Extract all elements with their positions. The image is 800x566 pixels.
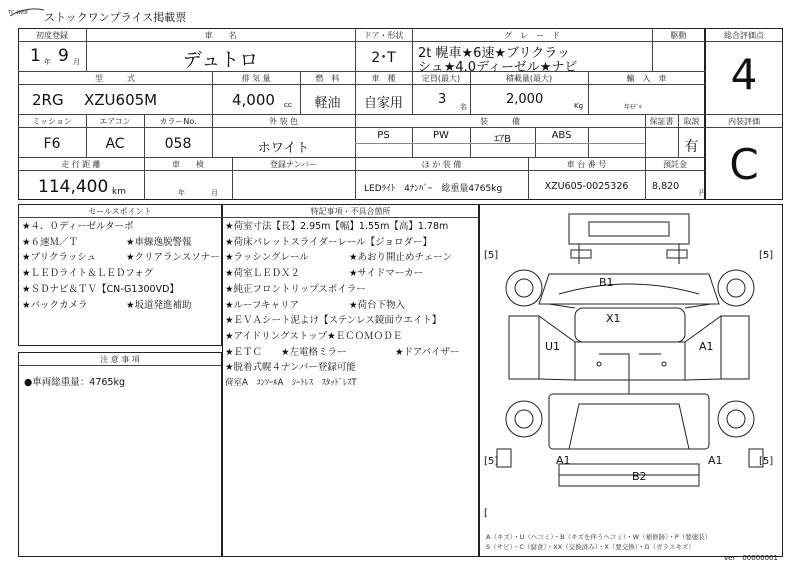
special-note-line: 荷室A ｺﾝｿｰﾙA ｼｰﾄﾚｽ ｽﾀｯﾄﾞﾚｽT [225, 378, 357, 389]
equipment-airbag: ｴｱB [494, 134, 511, 145]
sales-point-line: ★ＬＥＤライト＆ＬＥＤフォグ [22, 268, 154, 280]
label-warranty: 保証書 [649, 117, 674, 126]
damage-a1-rear: A1 [708, 454, 723, 467]
label-color-no: カラーNo. [159, 117, 197, 126]
brand-logo-swoosh [8, 4, 46, 20]
special-notes-list [225, 219, 459, 392]
sales-point-line: ★６速Ｍ／Ｔ ★車線逸脱警報 [22, 236, 192, 248]
special-notes-title: 特記事項・不具合箇所 [310, 207, 391, 216]
label-exterior: 外 装 色 [268, 117, 299, 126]
bracket-front-left: [5] [484, 250, 499, 261]
truck-diagram [479, 204, 783, 557]
mileage-unit: km [112, 187, 126, 197]
label-overall-grade: 総合評価点 [724, 31, 764, 40]
color-no: 058 [164, 136, 192, 152]
interior-grade: C [729, 140, 759, 189]
load: 2,000 [506, 92, 544, 107]
car-name: デュトロ [182, 49, 259, 71]
version-label: ver 00000001 [724, 554, 778, 562]
deposit: 8,820 [652, 181, 680, 192]
kind: 自家用 [363, 96, 403, 111]
special-note-line: ★アイドリングストップ★ＥＣＯＭＯＤＥ [225, 330, 403, 342]
manual-value: 有 [684, 139, 699, 155]
sales-point-line: ★ＳＤナビ＆ＴＶ【CN-G1300VD】 [22, 283, 179, 295]
chassis-number: XZU605-0025326 [544, 181, 629, 192]
equipment-pw: PW [433, 130, 449, 141]
door-shape: 2･T [371, 50, 396, 66]
legend-line-2: S（サビ）・C（腐食）・XX（交換済み）・X（要交換）・G（ガラスキズ） [486, 543, 695, 551]
damage-b2: B2 [632, 470, 647, 483]
model: XZU605M [84, 91, 158, 109]
month-unit: 年 [44, 58, 51, 66]
mission: F6 [43, 136, 61, 152]
other-equipment: LEDﾗｲﾄ 4ﾅﾝﾊﾞｰ 総重量4765kg [364, 184, 503, 194]
label-chassis: 車 台 番 号 [566, 160, 607, 169]
label-load: 積載量(最大) [505, 74, 553, 83]
sales-points-title: セールスポイント [88, 207, 152, 216]
bracket-front-right: [5] [759, 250, 774, 261]
sales-point-line: ★４．０ディーゼルターボ [22, 221, 134, 232]
special-note-line: ★ＥＶＡシート泥よけ【ステンレス鏡面ウエイト】 [225, 315, 442, 327]
grade-line2: シュ★4.0ディーゼル★ナビ [418, 60, 578, 75]
load-unit: Kg [574, 102, 584, 110]
damage-a1-left: A1 [556, 454, 571, 467]
damage-u1: U1 [545, 340, 561, 353]
label-model: 型 式 [95, 74, 135, 83]
displacement: 4,000 [232, 91, 275, 109]
bracket-rear-right: [5] [759, 456, 774, 467]
special-note-line: ★荷室寸法【長】2.95m【幅】1.55m【高】1.78m [225, 221, 449, 232]
label-drive: 駆動 [670, 31, 687, 40]
special-note-line: ★純正フロントリップスポイラー [225, 283, 366, 295]
special-note-line: ★ＥＴＣ ★左電格ミラー ★ドアバイザー [225, 346, 460, 358]
equipment-abs: ABS [551, 130, 572, 141]
sales-point-line: ★バックカメラ ★坂道発進補助 [22, 299, 192, 311]
label-first-reg: 初度登録 [36, 31, 68, 40]
label-door-shape: ドア・形状 [363, 31, 404, 40]
grade-line1: 2t 幌車★6速★ブリクラッ [418, 46, 571, 61]
special-note-line: ★荷室ＬＥＤＸ２ ★サイドマーカー [225, 268, 424, 280]
day-unit: 月 [73, 58, 80, 66]
special-note-line: ★ルーフキャリア ★荷台下物入 [225, 299, 406, 311]
label-inspection: 車 検 [172, 160, 204, 169]
damage-b1: B1 [599, 276, 614, 289]
deposit-unit: 円 [699, 189, 706, 197]
mileage: 114,400 [38, 177, 109, 197]
inspection-year: 年 [178, 189, 185, 197]
capacity-unit: 名 [460, 103, 467, 111]
special-note-line: ★荷床パレットスライダーレール【ジョロダー】 [225, 236, 432, 248]
label-mileage: 走 行 距 離 [61, 160, 101, 169]
page-title: ストックワンプライス掲載票 [44, 11, 187, 24]
label-aircon: エアコン [99, 117, 131, 126]
legend-line-1: A（キズ）・U（ヘコミ）・B（キズを伴うヘコミ）・W（補修跡）・P（要塗装） [486, 533, 712, 541]
notes-line: ●車両総重量：4765kg [24, 377, 125, 388]
label-mission: ミッション [32, 117, 72, 126]
label-equipment: 装 備 [480, 117, 520, 126]
sales-point-line: ★ブリクラッシュ ★クリアランスソナー [22, 252, 220, 264]
label-fuel: 燃 料 [315, 74, 340, 83]
label-grade: グ レ ー ド [504, 31, 560, 40]
label-kind: 車 種 [371, 74, 396, 83]
bracket-extra: [ [484, 508, 488, 519]
damage-a1-right: A1 [699, 340, 714, 353]
label-manual: 取説 [683, 117, 700, 126]
displacement-unit: cc [284, 101, 292, 109]
damage-x1: X1 [606, 312, 621, 325]
equipment-ps: PS [377, 130, 390, 141]
overall-grade: 4 [730, 50, 758, 99]
first-reg-month: 1 [30, 46, 41, 66]
bracket-rear-left: [5] [484, 456, 499, 467]
fuel: 軽油 [314, 96, 341, 111]
exterior-color: ホワイト [257, 141, 310, 156]
special-note-line: ★ラッシングレール ★あおり開止めチェーン [225, 252, 453, 264]
notes-title: 注 意 事 項 [100, 355, 140, 364]
capacity: 3 [438, 92, 447, 107]
label-deposit: 預託金 [663, 160, 687, 169]
label-other-equipment: ほ か 装 備 [421, 160, 462, 169]
import-note: 年ﾓﾃﾞﾙ [624, 104, 643, 111]
special-note-line: ★脱着式幌４ナンバー登録可能 [225, 362, 356, 374]
label-car-name: 車 名 [204, 31, 237, 40]
label-import: 輸 入 車 [626, 74, 667, 83]
model-prefix: 2RG [32, 91, 64, 109]
first-reg-day: 9 [58, 46, 69, 66]
brand-logo: TC-WEB [8, 10, 28, 16]
inspection-month: 月 [211, 189, 218, 197]
label-interior: 内装評価 [728, 117, 760, 126]
aircon: AC [105, 136, 125, 152]
label-capacity: 定員(最大) [421, 74, 461, 83]
label-plate: 登録ナンバー [269, 160, 318, 169]
label-displacement: 排 気 量 [241, 74, 271, 83]
sales-points-list [22, 219, 220, 313]
